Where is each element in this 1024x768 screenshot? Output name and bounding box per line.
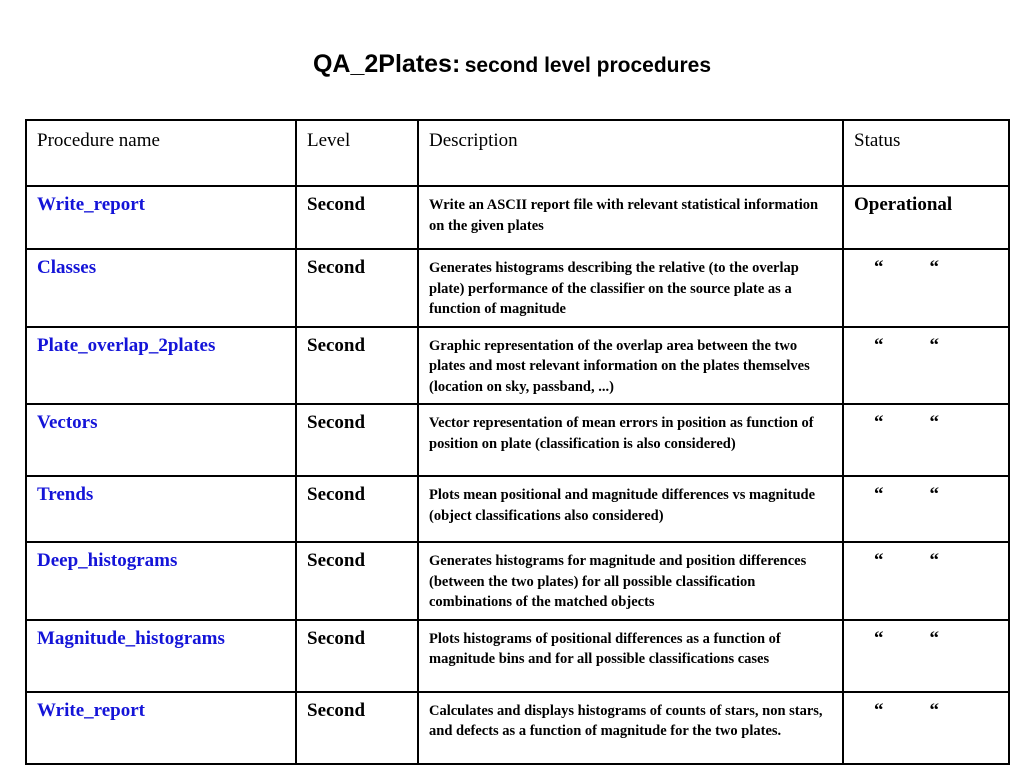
procedures-table [25, 119, 1010, 765]
ditto-mark: “ [929, 412, 939, 433]
level-cell: Second [296, 692, 418, 764]
slide-title-subtitle: second level procedures [464, 54, 712, 77]
status-cell [843, 404, 1009, 476]
slide-title-main: QA_2Plates: [312, 50, 461, 78]
ditto-mark: “ [874, 484, 884, 505]
status-cell [843, 692, 1009, 764]
procedure-name-cell: Write_report [26, 186, 296, 249]
table-row [26, 542, 1009, 620]
table-row [26, 620, 1009, 692]
table-row [26, 327, 1009, 405]
ditto-mark: “ [874, 699, 884, 721]
procedure-name-cell: Plate_overlap_2plates [26, 327, 296, 405]
table-row [26, 186, 1009, 249]
level-cell: Second [296, 542, 418, 620]
level-cell: Second [296, 249, 418, 327]
ditto-mark: “ [929, 484, 939, 505]
table-row [26, 249, 1009, 327]
procedure-name-cell: Magnitude_histograms [26, 620, 296, 692]
procedure-name-cell: Write_report [26, 692, 296, 764]
status-cell [843, 327, 1009, 405]
description-cell: Vector representation of mean errors in position as function of position on plate (classification is also considered) [418, 404, 843, 476]
status-cell [843, 542, 1009, 620]
header-procedure-name: Procedure name [26, 120, 296, 186]
description-cell: Graphic representation of the overlap area between the two plates and most relevant information on the plates themselves (location on sky, passband, ...) [418, 327, 843, 405]
ditto-mark: “ [874, 257, 884, 278]
ditto-mark: “ [874, 550, 884, 571]
ditto-mark: “ [929, 699, 939, 721]
level-cell: Second [296, 476, 418, 542]
header-status: Status [843, 120, 1009, 186]
ditto-mark: “ [929, 334, 939, 356]
level-cell: Second [296, 186, 418, 249]
ditto-mark: “ [874, 334, 884, 356]
description-cell: Generates histograms for magnitude and position differences (between the two plates) for all possible classification combinations of the matched objects [418, 542, 843, 620]
description-cell: Plots histograms of positional differences as a function of magnitude bins and for all possible classifications cases [418, 620, 843, 692]
procedure-name-cell: Trends [26, 476, 296, 542]
table-row [26, 404, 1009, 476]
header-level: Level [296, 120, 418, 186]
level-cell: Second [296, 327, 418, 405]
description-cell: Plots mean positional and magnitude differences vs magnitude (object classifications also considered) [418, 476, 843, 542]
status-cell [843, 249, 1009, 327]
table-row [26, 476, 1009, 542]
procedure-name-cell: Classes [26, 249, 296, 327]
ditto-mark: “ [874, 627, 884, 649]
procedure-name-cell: Deep_histograms [26, 542, 296, 620]
description-cell: Write an ASCII report file with relevant statistical information on the given plates [418, 186, 843, 249]
table-header-row [26, 120, 1009, 186]
status-cell: Operational [843, 186, 1009, 249]
procedure-name-cell: Vectors [26, 404, 296, 476]
status-cell [843, 620, 1009, 692]
ditto-mark: “ [929, 627, 939, 649]
table-row [26, 692, 1009, 764]
description-cell: Calculates and displays histograms of counts of stars, non stars, and defects as a function of magnitude for the two plates. [418, 692, 843, 764]
description-cell: Generates histograms describing the relative (to the overlap plate) performance of the classifier on the source plate as a function of magnitude [418, 249, 843, 327]
ditto-mark: “ [874, 412, 884, 433]
ditto-mark: “ [929, 550, 939, 571]
status-cell [843, 476, 1009, 542]
level-cell: Second [296, 620, 418, 692]
slide-title [0, 50, 1024, 79]
level-cell: Second [296, 404, 418, 476]
header-description: Description [418, 120, 843, 186]
ditto-mark: “ [929, 257, 939, 278]
